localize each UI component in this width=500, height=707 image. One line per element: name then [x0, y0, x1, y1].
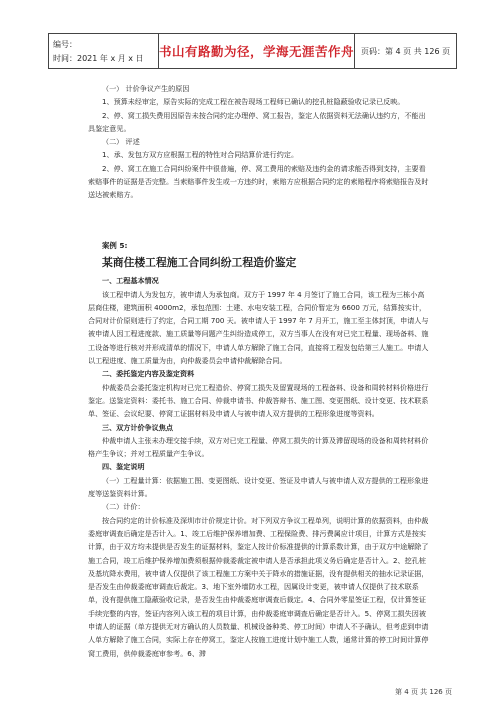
heading: （二） 评述	[102, 137, 140, 147]
subheading: （一）工程量计算：	[102, 475, 166, 485]
heading: 四、鉴定说明	[102, 462, 145, 472]
heading: （一） 计价争议产生的原因	[102, 84, 190, 93]
header-page-label: 页码：第 4 页 共 126 页	[361, 46, 451, 56]
paragraph: 1、预算未经审定，原告实际的完成工程在被告现场工程师已确认的挖孔桩隐蔽验收记录已反映。	[102, 97, 405, 107]
page-footer: 第 4 页 共 126 页	[395, 688, 452, 696]
page-header	[48, 33, 457, 69]
case-title: 某商住楼工程施工合同纠纷工程造价鉴定	[102, 256, 297, 270]
heading: 三、双方计价争议焦点	[102, 422, 173, 432]
heading: 二、委托鉴定内容及鉴定资料	[102, 369, 195, 379]
paragraph: 1、承、发包方双方应根据工程的特性对合同结算价进行约定。	[102, 150, 299, 160]
time-label: 时间：2021 年 x 月 x 日	[53, 53, 144, 63]
paragraph: 2、停、窝工在施工合同纠纷案件中很普遍，停、窝工费用的索赔及违约金的请求能否得到支持，主要看索赔事件的证据是否完整。当索赔事件发生或一方违约时，索赔方应根据合同约定的索赔程序将索赔报告及时送达被索赔方。	[88, 163, 429, 200]
paragraph: 仲裁申请人主张未办理交接手续，双方对已完工程量、停窝工损失的计算及滞留现场的设备和周转材料价格产生争议；并对工程质量产生争议。	[88, 435, 429, 459]
header-motto: 书山有路勤为径，学海无涯苦作舟	[159, 34, 355, 68]
case-label: 案例 5:	[102, 241, 128, 250]
paragraph: 按合同约定的计价标准及深圳市计价规定计价。对下列双方争议工程单列，说明计算的依据资料，由仲裁委庭审调查后确定是否计入。1、竣工后维护保养增加费、工程保险费、排污费属应计项目，计算方式是按实计算，由于双方均未提供是否发生的证据材料，鉴定人按计价标准提供的计算系数计算，由于双方中途解除了施工合同，竣工后维护保养增加费须根据仲裁委裁定被申请人是否承担此项义务后确定是否计入。2、挖孔桩及基坑降水费用，被申请人仅提供了该工程施工方案中关于降水的措施证据，没有提供相关的抽水记录证据，是否发生由仲裁委庭审调查后裁定。3、地下室外墙防水工程，因属设计变更，被申请人仅提供了技术联系单，没有提供施工隐蔽验收记录，是否发生由仲裁委庭审调查后裁定。4、合同外零星签证工程，仅计算签证手续完整的内容，签证内容列入该工程的项目计算，由仲裁委庭审调查后确定是否计入。5、停窝工损失因被申请人的证据（单方提供无对方确认的人员数量、机械设备种类、停工时间）申请人不予确认，但考虑到申请人单方解除了施工合同，实际上存在停窝工，鉴定人按施工进度计划中施工人数，通常计算的停工时间计算停窝工费用，供仲裁委庭审参考。6、滞	[88, 515, 429, 658]
paragraph: 2、停、窝工损失费用因原告未按合同约定办理停、窝工报告，鉴定人依据资料无法确认违约方，不能出具鉴定意见。	[88, 110, 426, 133]
section-dispute-causes	[88, 82, 430, 202]
heading: 一、工程基本情况	[102, 276, 159, 286]
paragraph: 仲裁委员会委托鉴定机构对已完工程造价、停窝工损失及留置现场的工程备料、设备和周转材料价格进行鉴定。送鉴定资料：委托书、施工合同、仲裁申请书、仲裁答辩书、施工图、变更图纸、设计变更、技术联系单、签证、会议纪要、停窝工证据材料及申请人与被申请人双方提供的工程形象进度等资料。	[88, 382, 429, 419]
text: 依据施工图、变更图纸、设计变更、签证及申请人与被申请人双方提供的工程形象进度等送鉴资料计算。	[88, 475, 429, 499]
case-5	[88, 233, 430, 660]
paragraph	[88, 474, 430, 501]
number-label: 编号：	[53, 39, 77, 49]
paragraph: 该工程申请人为发包方，被申请人为承包商。双方于 1997 年 4 月签订了施工合同，该工程为三栋小高层商住楼，建筑面积 4000m2，承包范围：土建、水电安装工程，合同价暂定为 6600 万元，结算按实计，合同对计价原则进行了约定，合同工期 700 天。被申请人于 1997 年 7 月开工，施工至主体封顶，申请人与被申请人因工程进度款、施工质量等问题产生纠纷造成停工，双方当事人在没有对已完工程量、现场备料、施工设备等进行核对并形成清单的情况下，申请人单方解除了施工合同，直接将工程发包给第三人施工。申请人以工程进度、施工质量为由，向仲裁委员会申请仲裁解除合同。	[88, 289, 429, 366]
subheading: （二）计价：	[102, 502, 145, 512]
header-info	[49, 34, 159, 68]
